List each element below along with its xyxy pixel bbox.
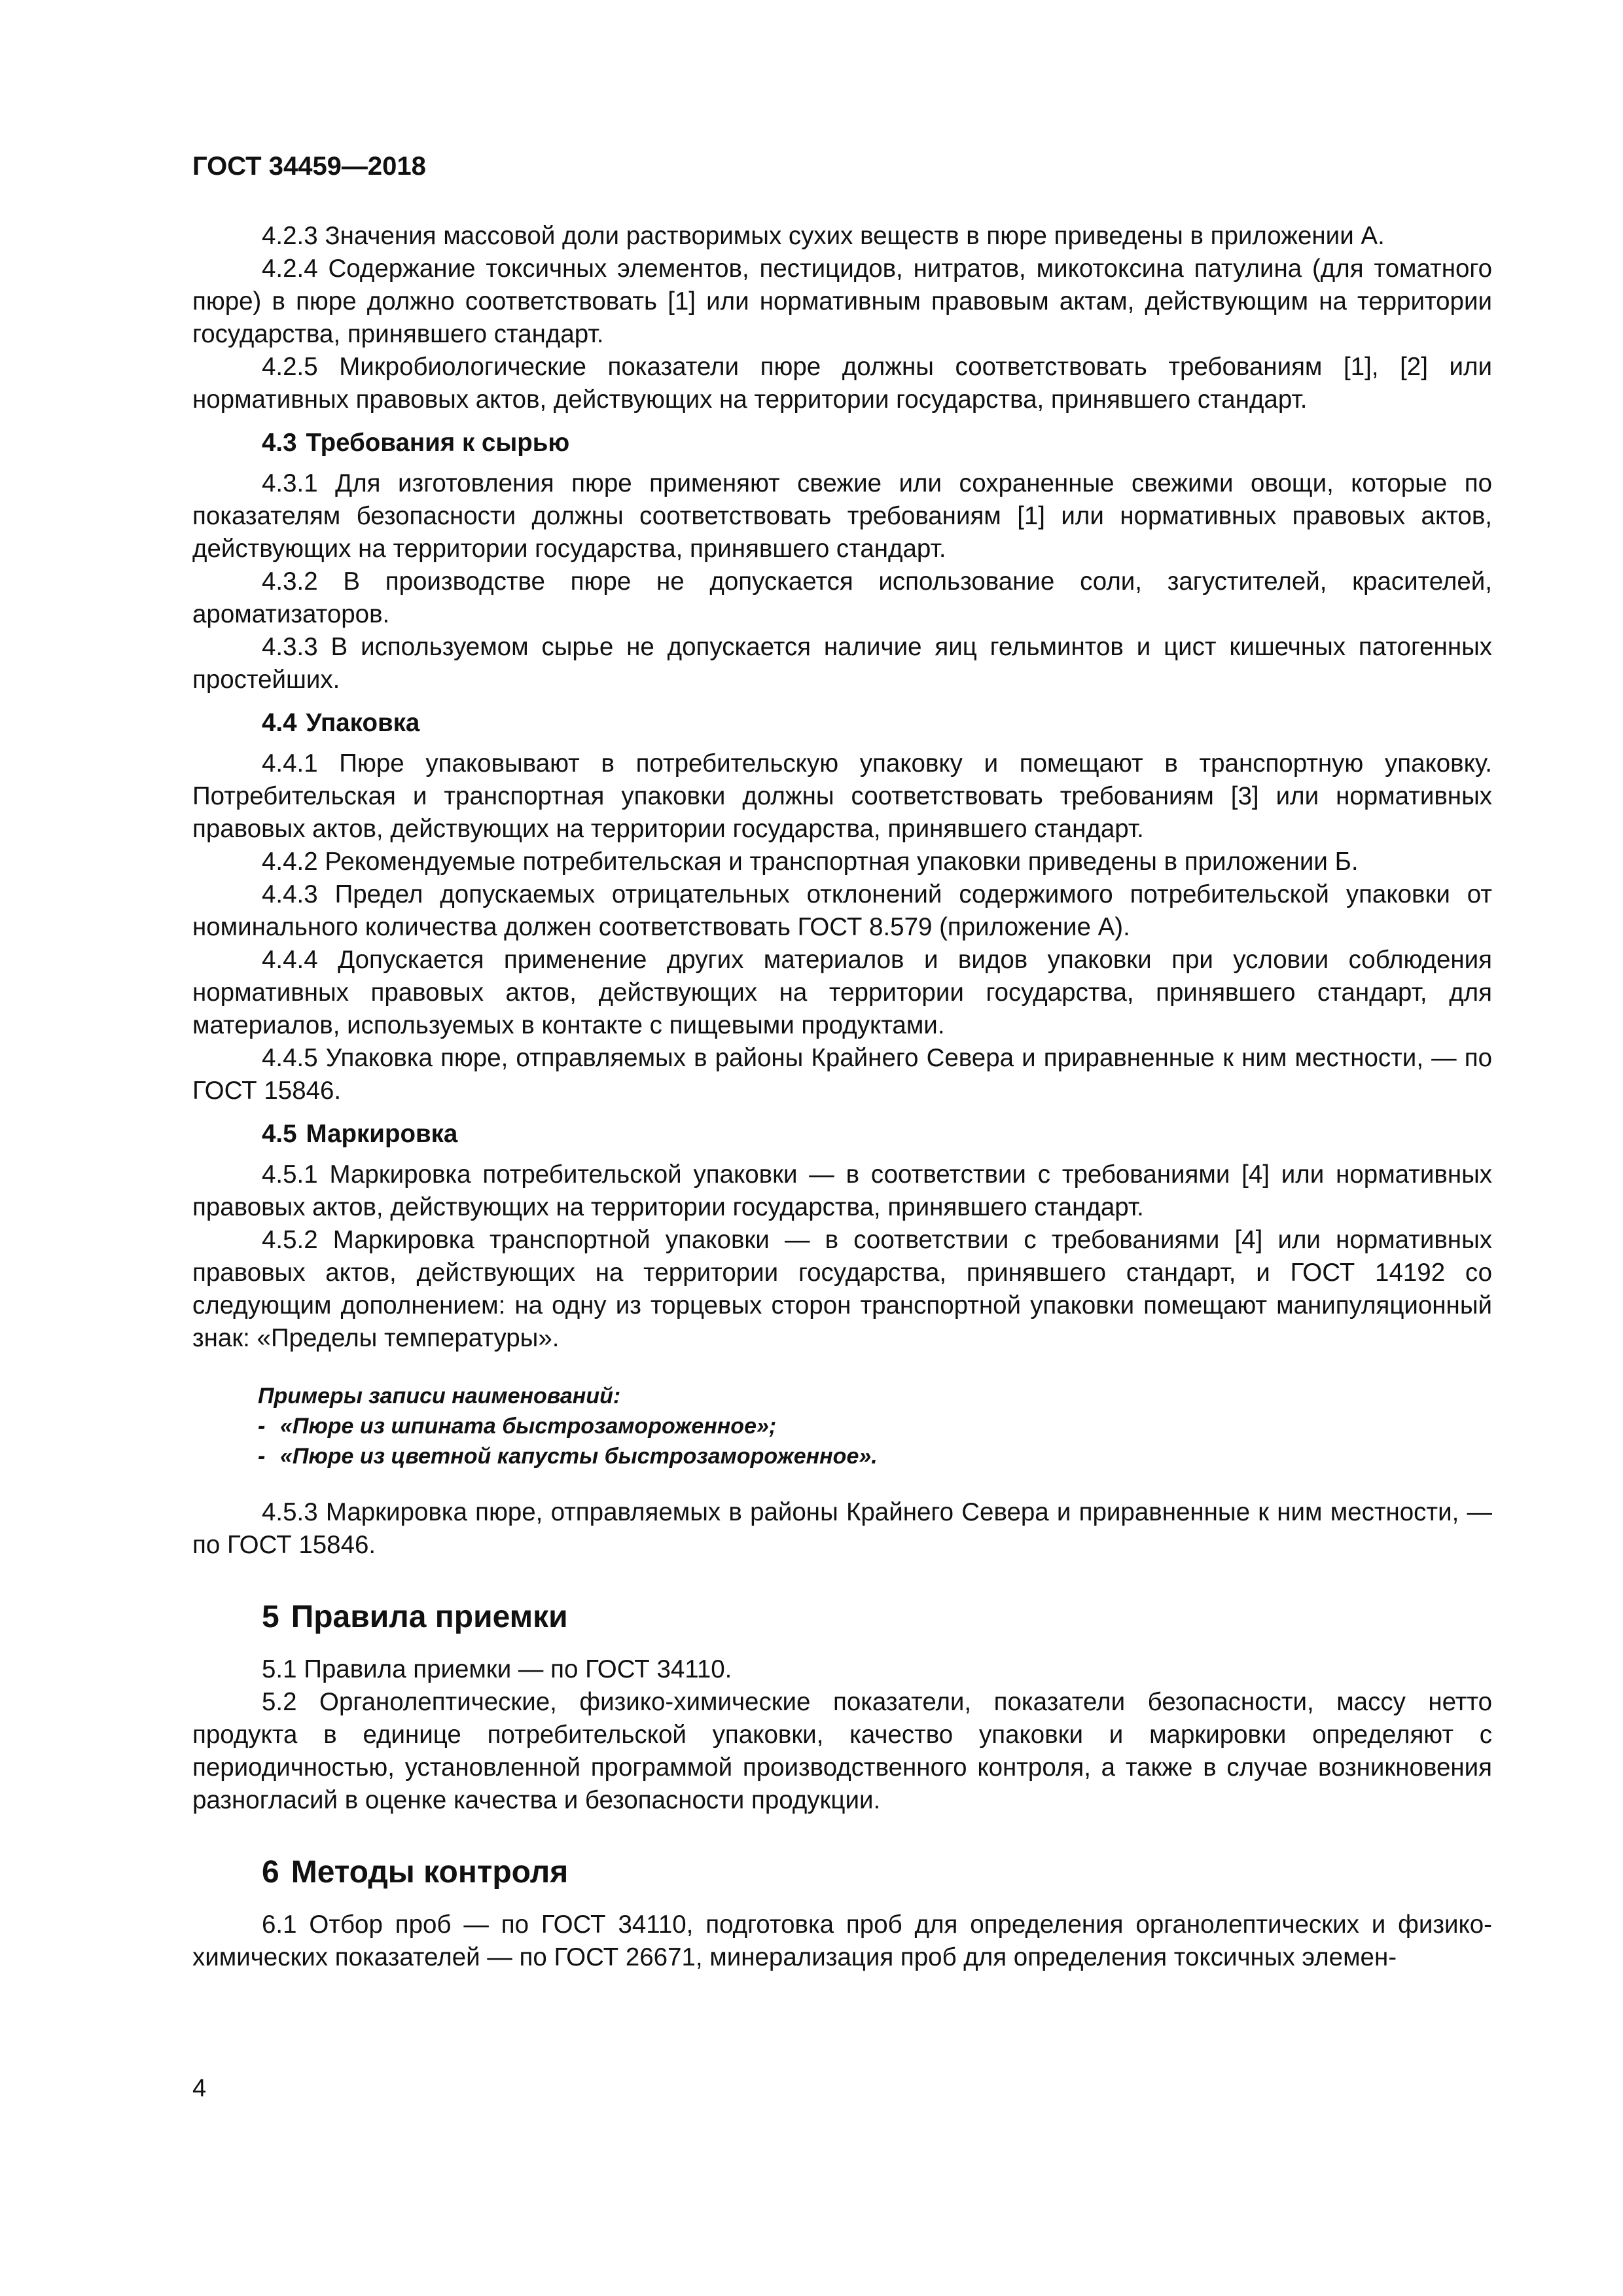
paragraph-4-4-5: 4.4.5 Упаковка пюре, отправляемых в районы Крайнего Севера и приравненные к ним местности, — по ГОСТ 15846. (192, 1044, 1492, 1105)
section-number: 4.5 (262, 1120, 297, 1148)
list-dash: - (258, 1444, 266, 1469)
paragraph-4-4-3: 4.4.3 Предел допускаемых отрицательных отклонений содержимого потребительской упаковки от номинального количества должен соответствовать ГОСТ 8.579 (приложение А). (192, 880, 1492, 941)
section-number: 5 (262, 1600, 279, 1634)
paragraph-4-3-3: 4.3.3 В используемом сырье не допускается наличие яиц гельминтов и цист кишечных патогенных простейших. (192, 633, 1492, 694)
paragraph-4-5-3: 4.5.3 Маркировка пюре, отправляемых в районы Крайнего Севера и приравненные к ним местности, — по ГОСТ 15846. (192, 1498, 1492, 1559)
section-heading-4-3 (262, 427, 1492, 459)
list-dash: - (258, 1414, 266, 1439)
section-title: Маркировка (306, 1120, 458, 1148)
paragraph-4-2-5: 4.2.5 Микробиологические показатели пюре должны соответствовать требованиям [1], [2] или нормативных правовых актов, действующих на территории государства, принявшего стандарт. (192, 353, 1492, 414)
section-number: 4.3 (262, 429, 297, 457)
examples-block (258, 1381, 1492, 1471)
section-title: Требования к сырью (306, 429, 570, 457)
paragraph-4-3-2: 4.3.2 В производстве пюре не допускается использование соли, загустителей, красителей, ароматизаторов. (192, 567, 1492, 628)
paragraph-4-2-4: 4.2.4 Содержание токсичных элементов, пестицидов, нитратов, микотоксина патулина (для томатного пюре) в пюре должно соответствовать [1] или нормативным правовым актам, действующим на территории государства, принявшего стандарт. (192, 255, 1492, 348)
paragraph-4-4-1: 4.4.1 Пюре упаковывают в потребительскую упаковку и помещают в транспортную упаковку. Потребительская и транспортная упаковки должны соответствовать требованиям [3] или нормативных правовых актов, действующих на территории государства, принявшего стандарт. (192, 749, 1492, 843)
section-title: Правила приемки (291, 1600, 568, 1634)
paragraph-5-1: 5.1 Правила приемки — по ГОСТ 34110. (262, 1655, 732, 1683)
paragraph-4-4-4: 4.4.4 Допускается применение других материалов и видов упаковки при условии соблюдения нормативных правовых актов, действующих на территории государства, принявшего стандарт, для материалов, используемых в контакте с пищевыми продуктами. (192, 946, 1492, 1039)
paragraph-6-1: 6.1 Отбор проб — по ГОСТ 34110, подготовка проб для определения органолептических и физико-химических показателей — по ГОСТ 26671, минерализация проб для определения токсичных элемен- (192, 1910, 1492, 1971)
paragraph-4-3-1: 4.3.1 Для изготовления пюре применяют свежие или сохраненные свежими овощи, которые по показателям безопасности должны соответствовать требованиям [1] или нормативных правовых актов, действующих на территории государства, принявшего стандарт. (192, 469, 1492, 563)
document-body (192, 220, 1492, 1974)
paragraph-5-2: 5.2 Органолептические, физико-химические показатели, показатели безопасности, массу нетто продукта в единице потребительской упаковки, качество упаковки и маркировки определяют с периодичностью, установленной программой производственного контроля, а также в случае возникновения разногласий в оценке качества и безопасности продукции. (192, 1688, 1492, 1814)
section-title: Методы контроля (291, 1855, 569, 1890)
section-heading-4-5 (262, 1118, 1492, 1151)
paragraph-4-4-2: 4.4.2 Рекомендуемые потребительская и транспортная упаковки приведены в приложении Б. (262, 848, 1359, 876)
section-heading-4-4 (262, 707, 1492, 740)
section-number: 6 (262, 1855, 279, 1890)
paragraph-4-5-2: 4.5.2 Маркировка транспортной упаковки — в соответствии с требованиями [4] или нормативных правовых актов, действующих на территории государства, принявшего стандарт, и ГОСТ 14192 со следующим дополнением: на одну из торцевых сторон транспортной упаковки помещают манипуляционный знак: «Пределы температуры». (192, 1226, 1492, 1352)
paragraph-4-2-3: 4.2.3 Значения массовой доли растворимых сухих веществ в пюре приведены в приложении А. (262, 222, 1385, 250)
paragraph-4-5-1: 4.5.1 Маркировка потребительской упаковки — в соответствии с требованиями [4] или нормативных правовых актов, действующих на территории государства, принявшего стандарт. (192, 1160, 1492, 1221)
example-item: - «Пюре из шпината быстрозамороженное»; (258, 1411, 1492, 1441)
page-number: 4 (192, 2075, 207, 2102)
section-number: 4.4 (262, 709, 297, 737)
document-header: ГОСТ 34459—2018 (192, 152, 426, 181)
example-item: - «Пюре из цветной капусты быстрозамороженное». (258, 1441, 1492, 1471)
section-title: Упаковка (306, 709, 420, 737)
examples-heading: Примеры записи наименований: (258, 1384, 621, 1408)
section-heading-5 (262, 1597, 1492, 1638)
section-heading-6 (262, 1852, 1492, 1893)
